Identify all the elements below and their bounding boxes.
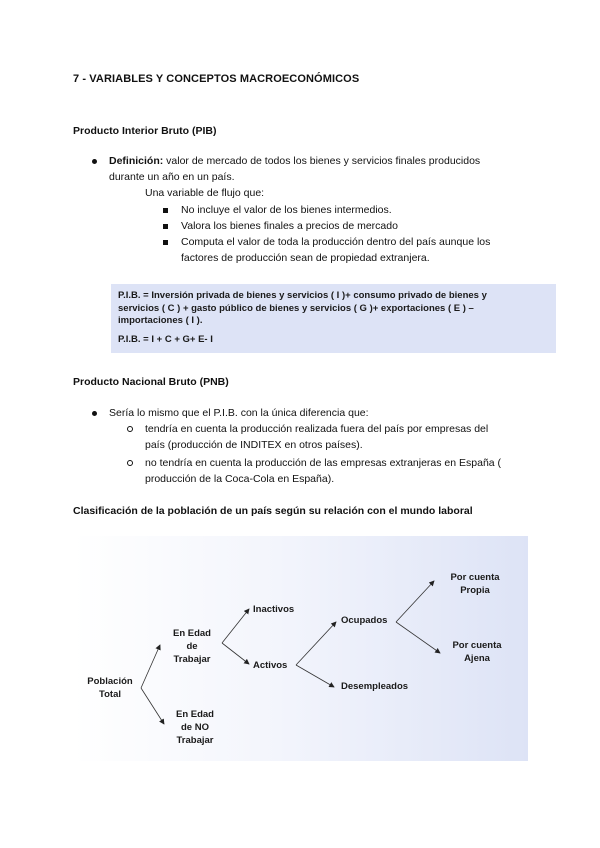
pnb-item-line: no tendría en cuenta la producción de las empresas extranjeras en España (	[145, 457, 502, 469]
formula-short: P.I.B. = I + C + G+ E- I	[118, 334, 213, 345]
pib-heading: Producto Interior Bruto (PIB)	[73, 125, 217, 137]
pnb-heading: Producto Nacional Bruto (PNB)	[73, 376, 229, 388]
arrow	[141, 645, 160, 688]
pnb-item-line: país (producción de INDITEX en otros países).	[145, 438, 363, 451]
node-text: Propia	[460, 585, 490, 596]
flow-variable-text: Una variable de flujo que:	[145, 187, 265, 199]
node-text: Total	[99, 689, 121, 700]
arrow	[296, 665, 334, 687]
node-activos: Activos	[253, 660, 288, 671]
node-cuenta-ajena	[442, 639, 512, 665]
arrow	[222, 643, 249, 664]
node-inactivos: Inactivos	[253, 604, 295, 615]
arrow	[296, 622, 336, 665]
node-text: Por cuenta	[450, 572, 500, 583]
node-poblacion-total	[82, 675, 138, 701]
node-text: Trabajar	[173, 654, 211, 665]
pib-item-line: Computa el valor de toda la producción dentro del país aunque los	[181, 236, 491, 248]
pib-item: No incluye el valor de los bienes intermedios.	[181, 204, 392, 216]
arrow	[396, 622, 440, 653]
node-en-edad-trabajar	[164, 627, 220, 666]
definition-text: valor de mercado de todos los bienes y servicios finales producidos	[163, 155, 481, 167]
pnb-intro: Sería lo mismo que el P.I.B. con la única diferencia que:	[109, 407, 369, 419]
definition-label: Definición:	[109, 155, 164, 167]
node-text: En Edad	[172, 628, 211, 639]
node-ocupados: Ocupados	[341, 615, 388, 626]
pib-item-line: factores de producción sean de propiedad extranjera.	[181, 251, 430, 264]
pnb-item-line: tendría en cuenta la producción realizada fuera del país por empresas del	[145, 423, 489, 435]
node-text: Ajena	[464, 653, 490, 664]
node-no-edad-trabajar	[167, 708, 223, 747]
definition-text-cont: durante un año en un país.	[109, 170, 235, 183]
node-text: En Edad	[175, 709, 214, 720]
clasificacion-heading: Clasificación de la población de un país según su relación con el mundo laboral	[73, 505, 473, 517]
arrow	[396, 581, 434, 622]
node-text: Trabajar	[176, 735, 214, 746]
node-text: de NO	[181, 722, 209, 733]
node-text: Población	[87, 676, 133, 687]
arrow	[141, 688, 164, 724]
formula-line: P.I.B. = Inversión privada de bienes y servicios ( I )+ consumo privado de bienes y	[118, 290, 487, 301]
pnb-item-line: producción de la Coca-Cola en España).	[145, 472, 335, 485]
node-cuenta-propia	[440, 571, 510, 597]
formula-line: servicios ( C ) + gasto público de bienes y servicios ( G )+ exportaciones ( E ) –	[118, 302, 474, 314]
node-text: de	[186, 641, 198, 652]
node-desempleados: Desempleados	[341, 681, 409, 692]
pib-item: Valora los bienes finales a precios de mercado	[181, 220, 398, 232]
arrow	[222, 609, 249, 643]
formula-line: importaciones ( I ).	[118, 315, 203, 326]
node-text: Por cuenta	[452, 640, 502, 651]
page-title: 7 - VARIABLES Y CONCEPTOS MACROECONÓMICOS	[73, 73, 360, 85]
